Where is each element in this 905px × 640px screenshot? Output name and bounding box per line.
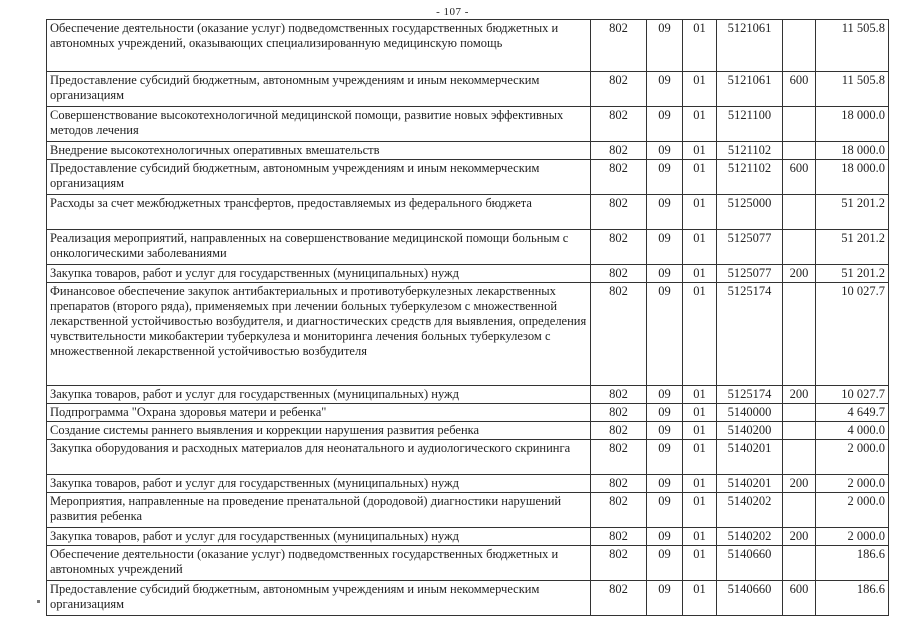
table-row (47, 195, 889, 230)
subsection-code: 01 (683, 404, 717, 422)
expense-type-code (783, 20, 816, 72)
subsection-code: 01 (683, 581, 717, 616)
row-name: Предоставление субсидий бюджетным, автономным учреждениям и иным некоммерческим организациям (47, 160, 591, 195)
table-row (47, 422, 889, 440)
table-row (47, 160, 889, 195)
expense-type-code (783, 404, 816, 422)
row-name: Внедрение высокотехнологичных оперативных вмешательств (47, 142, 591, 160)
expense-type-code (783, 195, 816, 230)
target-article-code: 5121102 (717, 160, 783, 195)
ministry-code: 802 (591, 265, 647, 283)
section-code: 09 (647, 283, 683, 386)
amount: 18 000.0 (816, 160, 889, 195)
subsection-code: 01 (683, 20, 717, 72)
section-code: 09 (647, 20, 683, 72)
amount: 10 027.7 (816, 283, 889, 386)
row-name: Предоставление субсидий бюджетным, автономным учреждениям и иным некоммерческим организациям (47, 72, 591, 107)
page-number: - 107 - (436, 6, 469, 18)
row-name: Закупка товаров, работ и услуг для государственных (муниципальных) нужд (47, 528, 591, 546)
amount: 186.6 (816, 546, 889, 581)
table-row (47, 20, 889, 72)
subsection-code: 01 (683, 72, 717, 107)
amount: 11 505.8 (816, 20, 889, 72)
amount: 10 027.7 (816, 386, 889, 404)
target-article-code: 5140200 (717, 422, 783, 440)
section-code: 09 (647, 422, 683, 440)
ministry-code: 802 (591, 581, 647, 616)
section-code: 09 (647, 195, 683, 230)
subsection-code: 01 (683, 142, 717, 160)
row-name: Закупка товаров, работ и услуг для государственных (муниципальных) нужд (47, 475, 591, 493)
section-code: 09 (647, 404, 683, 422)
subsection-code: 01 (683, 528, 717, 546)
subsection-code: 01 (683, 386, 717, 404)
table-row (47, 142, 889, 160)
amount: 2 000.0 (816, 440, 889, 475)
expense-type-code (783, 440, 816, 475)
row-name: Обеспечение деятельности (оказание услуг) подведомственных государственных бюджетных и автономных учреждений (47, 546, 591, 581)
section-code: 09 (647, 528, 683, 546)
row-name: Обеспечение деятельности (оказание услуг) подведомственных государственных бюджетных и автономных учреждений, оказывающих специализированную медицинскую помощь (47, 20, 591, 72)
row-name: Предоставление субсидий бюджетным, автономным учреждениям и иным некоммерческим организациям (47, 581, 591, 616)
row-name: Реализация мероприятий, направленных на совершенствование медицинской помощи больным с онкологическими заболеваниями (47, 230, 591, 265)
table-row (47, 404, 889, 422)
target-article-code: 5121102 (717, 142, 783, 160)
row-name: Создание системы раннего выявления и коррекции нарушения развития ребенка (47, 422, 591, 440)
target-article-code: 5140201 (717, 440, 783, 475)
target-article-code: 5125174 (717, 386, 783, 404)
amount: 2 000.0 (816, 475, 889, 493)
row-name: Мероприятия, направленные на проведение пренатальной (дородовой) диагностики нарушений развития ребенка (47, 493, 591, 528)
amount: 18 000.0 (816, 107, 889, 142)
amount: 51 201.2 (816, 195, 889, 230)
table-row (47, 475, 889, 493)
row-name: Подпрограмма "Охрана здоровья матери и ребенка" (47, 404, 591, 422)
subsection-code: 01 (683, 440, 717, 475)
subsection-code: 01 (683, 265, 717, 283)
ministry-code: 802 (591, 404, 647, 422)
expense-type-code (783, 142, 816, 160)
section-code: 09 (647, 72, 683, 107)
table-row (47, 107, 889, 142)
table-row (47, 72, 889, 107)
subsection-code: 01 (683, 283, 717, 386)
target-article-code: 5125077 (717, 230, 783, 265)
section-code: 09 (647, 546, 683, 581)
ministry-code: 802 (591, 475, 647, 493)
subsection-code: 01 (683, 475, 717, 493)
target-article-code: 5140000 (717, 404, 783, 422)
row-name: Финансовое обеспечение закупок антибактериальных и противотуберкулезных лекарственных препаратов (второго ряда), применяемых при лечении больных туберкулезом с множественной лекарственной устойчивостью возбудителя, и диагностических средств для выявления, определения чувствительности микобактерии туберкулеза и мониторинга лечения больных туберкулезом с множественной лекарственной устойчивостью возбудителя (47, 283, 591, 386)
row-name: Закупка оборудования и расходных материалов для неонатального и аудиологического скрининга (47, 440, 591, 475)
table-row (47, 386, 889, 404)
row-name: Расходы за счет межбюджетных трансфертов, предоставляемых из федерального бюджета (47, 195, 591, 230)
expense-type-code (783, 283, 816, 386)
ministry-code: 802 (591, 386, 647, 404)
section-code: 09 (647, 265, 683, 283)
table-row (47, 265, 889, 283)
section-code: 09 (647, 142, 683, 160)
amount: 186.6 (816, 581, 889, 616)
expense-type-code (783, 422, 816, 440)
budget-table-body (47, 20, 889, 616)
target-article-code: 5121061 (717, 72, 783, 107)
expense-type-code (783, 546, 816, 581)
table-row (47, 493, 889, 528)
target-article-code: 5121100 (717, 107, 783, 142)
expense-type-code: 200 (783, 528, 816, 546)
subsection-code: 01 (683, 107, 717, 142)
expense-type-code: 600 (783, 581, 816, 616)
ministry-code: 802 (591, 230, 647, 265)
ministry-code: 802 (591, 546, 647, 581)
ministry-code: 802 (591, 107, 647, 142)
section-code: 09 (647, 160, 683, 195)
row-name: Закупка товаров, работ и услуг для государственных (муниципальных) нужд (47, 265, 591, 283)
budget-table (46, 19, 889, 616)
ministry-code: 802 (591, 195, 647, 230)
table-row (47, 230, 889, 265)
section-code: 09 (647, 230, 683, 265)
amount: 51 201.2 (816, 230, 889, 265)
ministry-code: 802 (591, 160, 647, 195)
target-article-code: 5125174 (717, 283, 783, 386)
ministry-code: 802 (591, 283, 647, 386)
ministry-code: 802 (591, 528, 647, 546)
table-row (47, 546, 889, 581)
target-article-code: 5140660 (717, 581, 783, 616)
target-article-code: 5140202 (717, 493, 783, 528)
expense-type-code: 200 (783, 386, 816, 404)
row-name: Закупка товаров, работ и услуг для государственных (муниципальных) нужд (47, 386, 591, 404)
ministry-code: 802 (591, 422, 647, 440)
expense-type-code: 600 (783, 72, 816, 107)
subsection-code: 01 (683, 195, 717, 230)
table-row (47, 283, 889, 386)
expense-type-code: 600 (783, 160, 816, 195)
section-code: 09 (647, 493, 683, 528)
target-article-code: 5140660 (717, 546, 783, 581)
row-name: Совершенствование высокотехнологичной медицинской помощи, развитие новых эффективных методов лечения (47, 107, 591, 142)
section-code: 09 (647, 581, 683, 616)
section-code: 09 (647, 475, 683, 493)
target-article-code: 5140201 (717, 475, 783, 493)
target-article-code: 5125077 (717, 265, 783, 283)
subsection-code: 01 (683, 422, 717, 440)
amount: 51 201.2 (816, 265, 889, 283)
expense-type-code (783, 107, 816, 142)
table-row (47, 581, 889, 616)
expense-type-code: 200 (783, 475, 816, 493)
subsection-code: 01 (683, 230, 717, 265)
expense-type-code: 200 (783, 265, 816, 283)
ministry-code: 802 (591, 20, 647, 72)
target-article-code: 5121061 (717, 20, 783, 72)
subsection-code: 01 (683, 160, 717, 195)
amount: 4 649.7 (816, 404, 889, 422)
ministry-code: 802 (591, 72, 647, 107)
amount: 18 000.0 (816, 142, 889, 160)
amount: 2 000.0 (816, 528, 889, 546)
expense-type-code (783, 493, 816, 528)
ministry-code: 802 (591, 493, 647, 528)
scan-speck (37, 600, 40, 603)
target-article-code: 5140202 (717, 528, 783, 546)
target-article-code: 5125000 (717, 195, 783, 230)
subsection-code: 01 (683, 493, 717, 528)
ministry-code: 802 (591, 440, 647, 475)
amount: 4 000.0 (816, 422, 889, 440)
section-code: 09 (647, 440, 683, 475)
section-code: 09 (647, 386, 683, 404)
ministry-code: 802 (591, 142, 647, 160)
amount: 11 505.8 (816, 72, 889, 107)
table-row (47, 440, 889, 475)
table-row (47, 528, 889, 546)
section-code: 09 (647, 107, 683, 142)
subsection-code: 01 (683, 546, 717, 581)
expense-type-code (783, 230, 816, 265)
amount: 2 000.0 (816, 493, 889, 528)
